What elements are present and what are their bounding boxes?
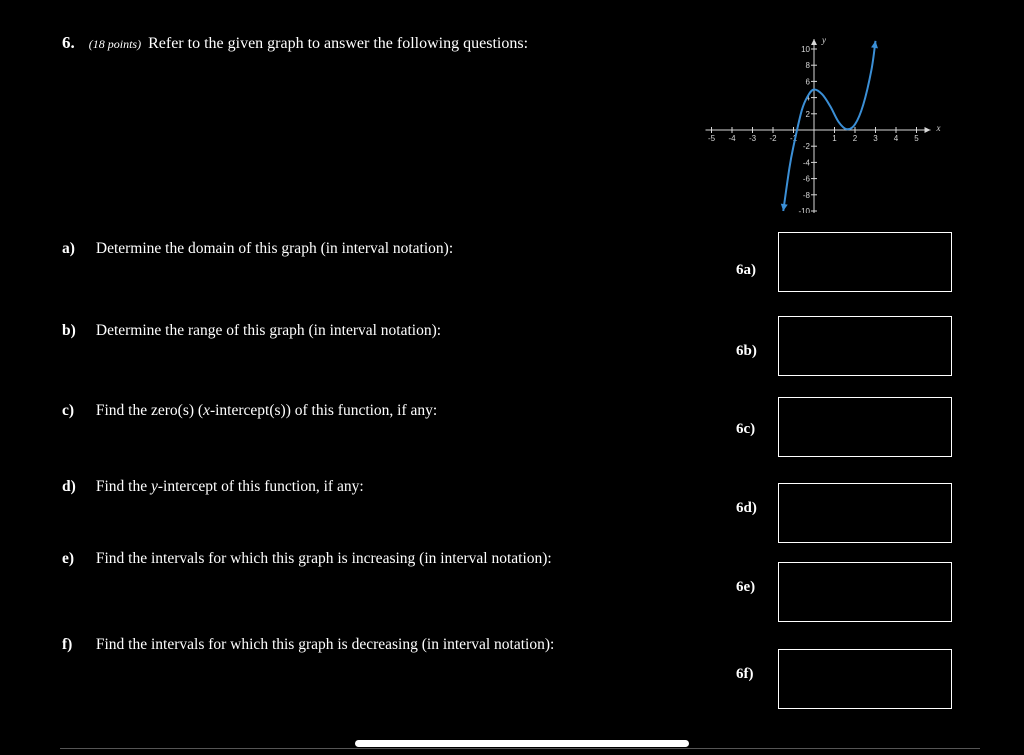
answer-label-6d: 6d) (736, 500, 757, 516)
question-prompt: Refer to the given graph to answer the following questions: (148, 35, 529, 52)
part-d-text: Find the y-intercept of this function, if any: (95, 478, 364, 495)
answer-label-6b: 6b) (736, 343, 757, 359)
part-b-text: Determine the range of this graph (in interval notation): (95, 322, 442, 339)
home-indicator-bar[interactable] (355, 740, 689, 747)
y-tick-label: 2 (805, 109, 810, 119)
y-axis-label: y (822, 35, 826, 45)
y-tick-label: -10 (798, 207, 810, 213)
y-tick-label: 8 (805, 61, 810, 71)
part-e-text: Find the intervals for which this graph is increasing (in interval notation): (95, 550, 552, 567)
answer-box-6a[interactable] (778, 232, 952, 292)
part-e-letter: e) (62, 550, 75, 567)
y-tick-label: 10 (801, 45, 810, 54)
y-tick-label: -6 (802, 174, 810, 184)
part-a (62, 240, 453, 258)
part-b (62, 322, 441, 340)
y-tick-label: -4 (802, 158, 810, 168)
x-tick-label: 4 (893, 134, 899, 143)
x-tick-label: -4 (728, 134, 736, 143)
y-tick-label: -2 (802, 142, 810, 152)
part-f-text: Find the intervals for which this graph is decreasing (in interval notation): (95, 636, 555, 653)
y-tick-label: -8 (802, 190, 810, 200)
question-number: 6. (62, 33, 75, 52)
x-tick-label: -2 (769, 134, 777, 143)
part-a-letter: a) (62, 240, 75, 257)
y-tick-label: 4 (805, 93, 810, 103)
answer-label-6c: 6c) (736, 421, 756, 437)
function-graph (700, 8, 960, 213)
part-c (62, 402, 437, 420)
x-tick-label: -5 (707, 134, 716, 143)
question-header (62, 33, 528, 53)
page-divider (60, 748, 980, 749)
answer-box-6b[interactable] (778, 316, 952, 376)
part-c-text: Find the zero(s) (x-intercept(s)) of this function, if any: (95, 402, 438, 419)
part-d-letter: d) (62, 478, 76, 495)
x-tick-label: 2 (852, 134, 858, 143)
answer-box-6e[interactable] (778, 562, 952, 622)
part-a-text: Determine the domain of this graph (in interval notation): (95, 240, 454, 257)
answer-label-6a: 6a) (736, 262, 756, 278)
y-tick-label: 6 (805, 77, 810, 87)
question-points: (18 points) (88, 37, 142, 51)
part-b-letter: b) (62, 322, 76, 339)
x-tick-label: -3 (748, 134, 757, 143)
part-e (62, 550, 552, 568)
function-curve (783, 41, 875, 211)
answer-box-6c[interactable] (778, 397, 952, 457)
part-d (62, 478, 364, 496)
x-axis-label: x (936, 123, 941, 133)
answer-box-6f[interactable] (778, 649, 952, 709)
x-tick-label: 1 (832, 134, 837, 143)
x-axis-arrow (925, 127, 931, 133)
part-f (62, 636, 554, 654)
x-tick-label: 3 (873, 134, 878, 143)
answer-label-6e: 6e) (736, 579, 756, 595)
answer-label-6f: 6f) (736, 666, 754, 682)
part-f-letter: f) (62, 636, 73, 653)
x-tick-label: 5 (914, 134, 919, 143)
y-axis-arrow (811, 39, 817, 45)
part-c-letter: c) (62, 402, 75, 419)
answer-box-6d[interactable] (778, 483, 952, 543)
x-tick-label: -1 (789, 134, 798, 143)
